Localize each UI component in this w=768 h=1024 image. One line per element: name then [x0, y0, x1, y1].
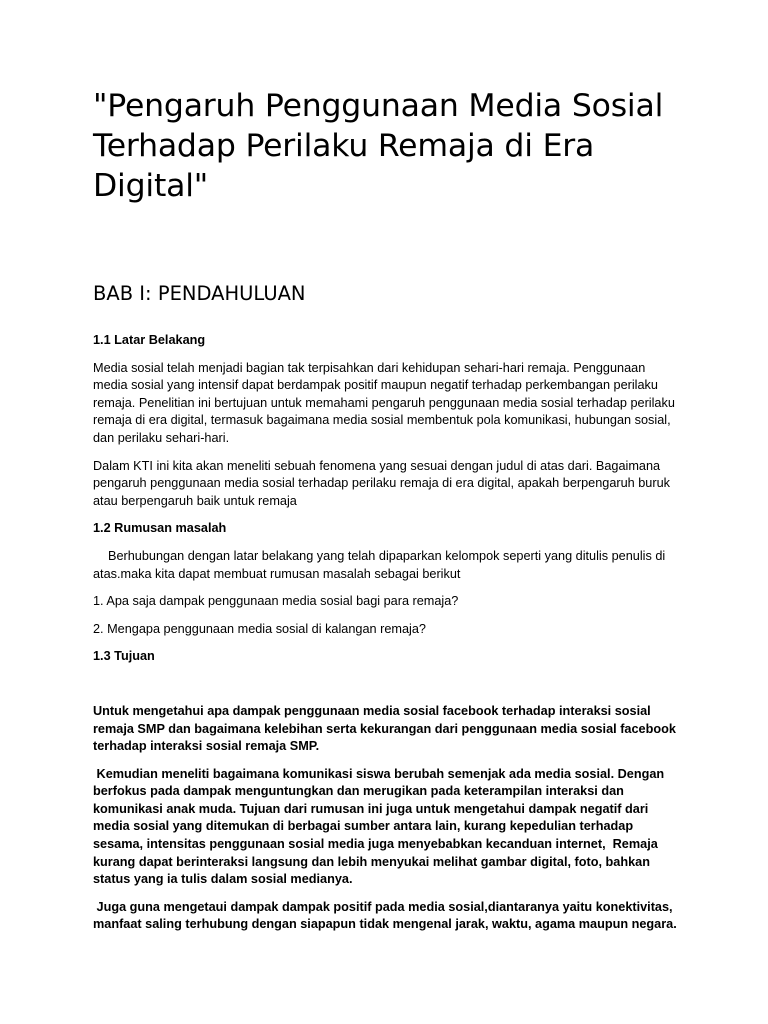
list-item-rumusan-2: 2. Mengapa penggunaan media sosial di kalangan remaja?: [93, 621, 426, 636]
paragraph-tujuan-1: Untuk mengetahui apa dampak penggunaan media sosial facebook terhadap interaksi sosial remaja SMP dan bagaimana kelebihan serta kekurangan dari penggunaan media sosial facebook terhadap interaksi sosial remaja SMP.: [93, 703, 676, 754]
document-title: "Pengaruh Penggunaan Media Sosial Terhadap Perilaku Remaja di Era Digital": [93, 88, 664, 204]
paragraph-rumusan-intro: Berhubungan dengan latar belakang yang telah dipaparkan kelompok seperti yang ditulis penulis di atas.maka kita dapat membuat rumusan masalah sebagai berikut: [93, 548, 666, 581]
paragraph-tujuan-3: Juga guna mengetaui dampak dampak positif pada media sosial,diantaranya yaitu konektivitas, manfaat saling terhubung dengan siapapun tidak mengenal jarak, waktu, agama maupun negara.: [93, 899, 677, 932]
section-heading-latar-belakang: 1.1 Latar Belakang: [93, 333, 206, 347]
paragraph-tujuan-2: Kemudian meneliti bagaimana komunikasi siswa berubah semenjak ada media sosial. Dengan berfokus pada dampak menguntungkan dan merugikan pada keterampilan interaksi dan komunikasi anak muda. Tujuan dari rumusan ini juga untuk mengetahui dampak negatif dari media sosial yang ditemukan di berbagai sumber antara lain, kurang kepedulian terhadap sesama, intensitas penggunaan sosial media juga menyebabkan kecanduan internet, Remaja kurang dapat berinteraksi langsung dan lebih menyukai melihat gambar digital, foto, bahkan status yang ia tulis dalam sosial medianya.: [93, 766, 668, 887]
list-item-rumusan-1: 1. Apa saja dampak penggunaan media sosial bagi para remaja?: [93, 594, 459, 609]
paragraph-latar-belakang-1: Media sosial telah menjadi bagian tak terpisahkan dari kehidupan sehari-hari remaja. Penggunaan media sosial yang intensif dapat berdampak positif maupun negatif terhadap perkembangan perilaku remaja. Penelitian ini bertujuan untuk memahami pengaruh penggunaan media sosial terhadap perilaku remaja di era digital, termasuk bagaimana media sosial membentuk pola komunikasi, hubungan sosial, dan perilaku sehari-hari.: [93, 360, 675, 445]
document-page: [93, 86, 683, 934]
paragraph-latar-belakang-2: Dalam KTI ini kita akan meneliti sebuah fenomena yang sesuai dengan judul di atas dari. Bagaimana pengaruh penggunaan media sosial terhadap perilaku remaja di era digital, apakah berpengaruh buruk atau berpengaruh baik untuk remaja: [93, 458, 670, 508]
section-heading-tujuan: 1.3 Tujuan: [93, 649, 155, 664]
chapter-heading: BAB I: PENDAHULUAN: [93, 282, 306, 305]
section-heading-rumusan-masalah: 1.2 Rumusan masalah: [93, 521, 227, 536]
